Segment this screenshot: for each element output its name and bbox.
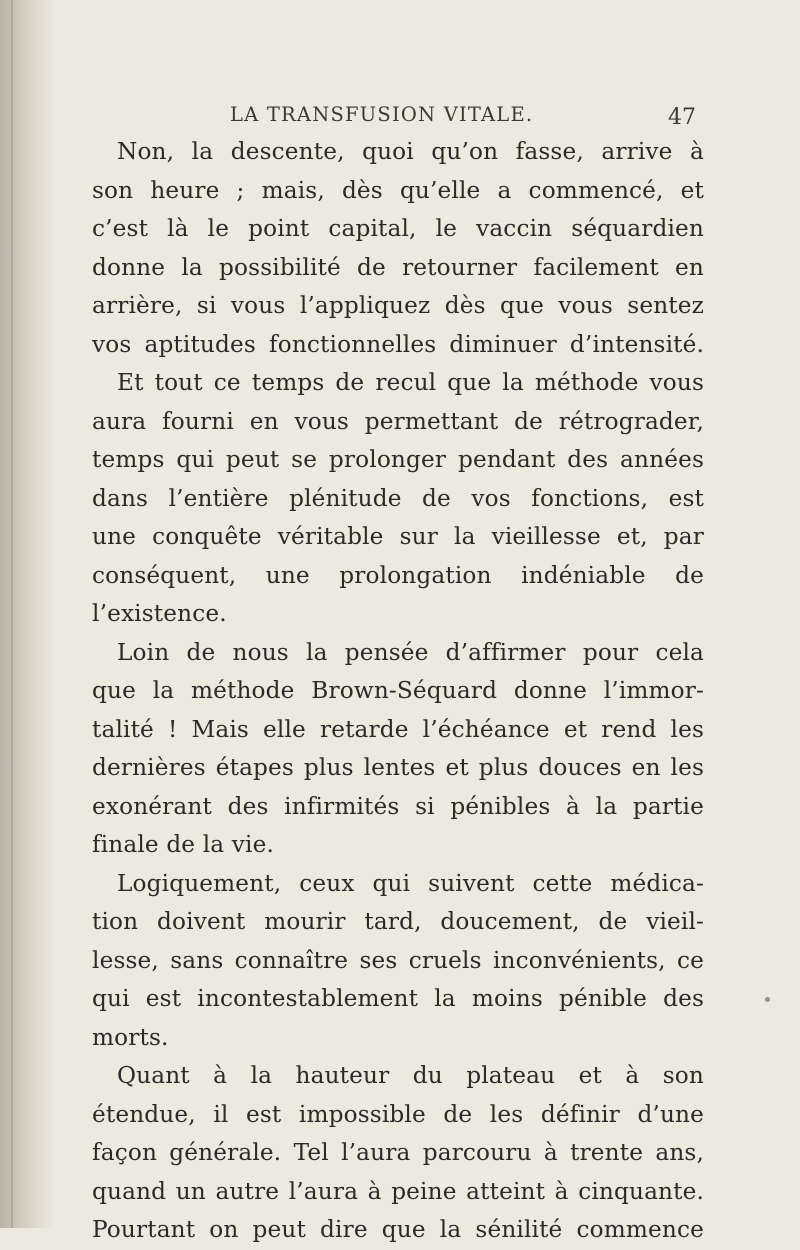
text-line: tion doivent mourir tard, doucement, de vieil- (92, 908, 704, 935)
text-line: l’existence. (92, 600, 227, 627)
text-line: Et tout ce temps de recul que la méthode vous (117, 369, 704, 396)
body-text (92, 133, 704, 1250)
text-line: Loin de nous la pensée d’affirmer pour cela (117, 638, 704, 666)
text-line: que la méthode Brown-Séquard donne l’immor- (92, 677, 704, 704)
text-line: temps qui peut se prolonger pendant des années (92, 446, 704, 473)
text-line: aura fourni en vous permettant de rétrograder, (92, 407, 704, 435)
text-line: Non, la descente, quoi qu’on fasse, arrive à (117, 138, 704, 165)
text-line: qui est incontestablement la moins pénible des (92, 985, 704, 1012)
text-line: exonérant des infirmités si pénibles à la partie (92, 792, 704, 820)
text-line: Logiquement, ceux qui suivent cette médica- (117, 869, 704, 897)
text-line: conséquent, une prolongation indéniable de (92, 561, 704, 589)
running-head (230, 103, 696, 133)
ink-speck (765, 997, 770, 1002)
text-line: finale de la vie. (92, 831, 274, 858)
text-line: étendue, il est impossible de les définir d’une (92, 1100, 704, 1128)
binding-edge (11, 0, 13, 1228)
text-line: arrière, si vous l’appliquez dès que vous sentez (92, 292, 704, 319)
text-line: une conquête véritable sur la vieillesse et, par (92, 523, 704, 550)
page-gutter-shadow (0, 0, 55, 1228)
text-line: talité ! Mais elle retarde l’échéance et rend les (92, 715, 704, 743)
text-line: Quant à la hauteur du plateau et à son (117, 1062, 704, 1089)
page-number: 47 (668, 105, 696, 130)
text-line: dernières étapes plus lentes et plus douces en les (92, 754, 704, 781)
text-line: vos aptitudes fonctionnelles diminuer d’intensité. (92, 330, 704, 358)
text-line: morts. (92, 1023, 169, 1051)
text-line: son heure ; mais, dès qu’elle a commencé, et (92, 176, 704, 204)
text-line: quand un autre l’aura à peine atteint à cinquante. (92, 1177, 704, 1205)
text-line: lesse, sans connaître ses cruels inconvénients, ce (92, 946, 704, 974)
text-line: donne la possibilité de retourner facilement en (92, 253, 704, 281)
text-line: Pourtant on peut dire que la sénilité commence (92, 1216, 704, 1243)
text-line: c’est là le point capital, le vaccin séquardien (92, 215, 704, 242)
running-head-title: LA TRANSFUSION VITALE. (230, 103, 534, 126)
text-line: façon générale. Tel l’aura parcouru à trente ans, (92, 1139, 704, 1166)
text-line: dans l’entière plénitude de vos fonctions, est (92, 484, 704, 512)
